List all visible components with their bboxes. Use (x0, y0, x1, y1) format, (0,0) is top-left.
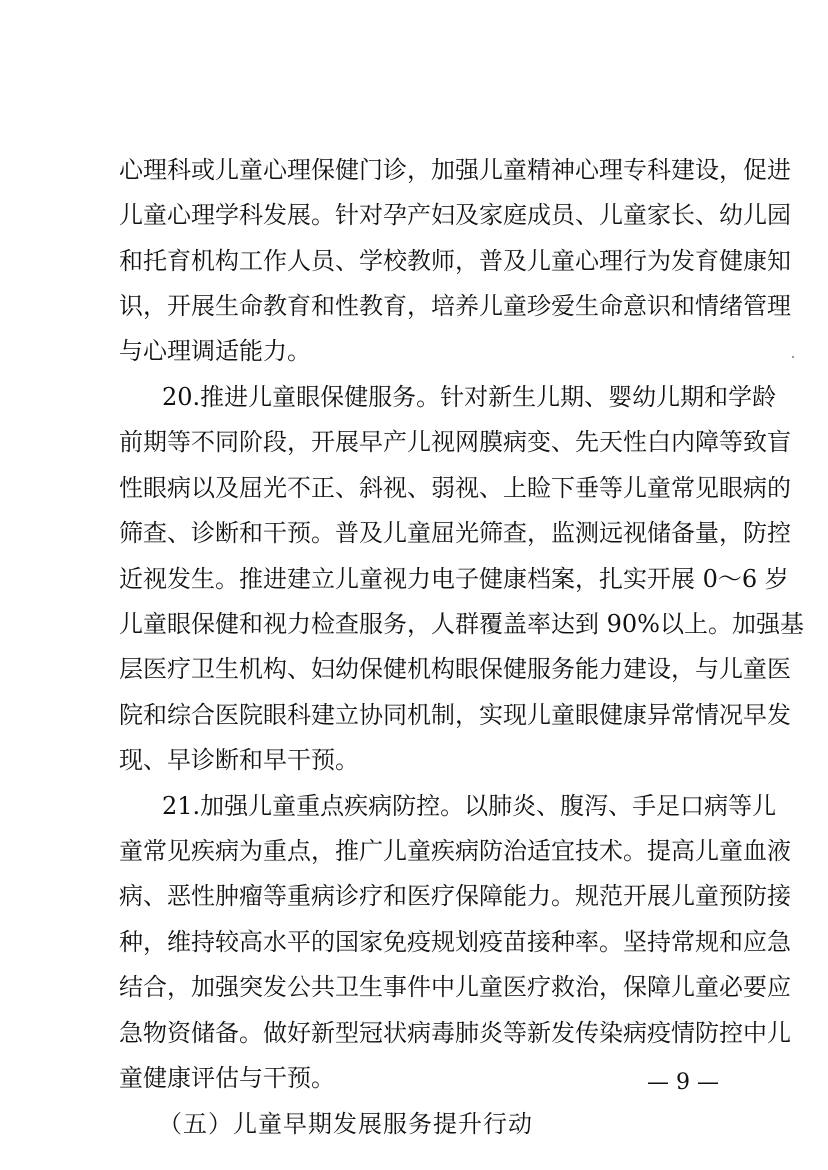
page-number: — 9 — (647, 1070, 719, 1095)
text-line: 和托育机构工作人员、学校教师，普及儿童心理行为发育健康知 (119, 247, 791, 275)
text-line: 儿童眼保健和视力检查服务，人群覆盖率达到 90%以上。加强基 (119, 610, 804, 638)
text-line: 与心理调适能力。 (119, 337, 311, 365)
scan-speck (792, 356, 794, 358)
text-line: 种，维持较高水平的国家免疫规划疫苗接种率。坚持常规和应急 (119, 928, 791, 956)
text-line: 识，开展生命教育和性教育，培养儿童珍爱生命意识和情绪管理 (119, 292, 791, 320)
text-line: 心理科或儿童心理保健门诊，加强儿童精神心理专科建设，促进 (119, 156, 791, 184)
text-line: 前期等不同阶段，开展早产儿视网膜病变、先天性白内障等致盲 (119, 428, 791, 456)
text-line: 儿童心理学科发展。针对孕产妇及家庭成员、儿童家长、幼儿园 (119, 201, 791, 229)
paragraph-21-first-line: 21.加强儿童重点疾病防控。以肺炎、腹泻、手足口病等儿 (162, 792, 777, 820)
text-line: 院和综合医院眼科建立协同机制，实现儿童眼健康异常情况早发 (119, 701, 791, 729)
text-line: 筛查、诊断和干预。普及儿童屈光筛查，监测远视储备量，防控 (119, 519, 791, 547)
text-line: 近视发生。推进建立儿童视力电子健康档案，扎实开展 0～6 岁 (119, 565, 789, 593)
text-line: 结合，加强突发公共卫生事件中儿童医疗救治，保障儿童必要应 (119, 973, 791, 1001)
text-line: 急物资储备。做好新型冠状病毒肺炎等新发传染病疫情防控中儿 (119, 1019, 791, 1047)
text-line: 性眼病以及屈光不正、斜视、弱视、上睑下垂等儿童常见眼病的 (119, 474, 791, 502)
section-heading: （五）儿童早期发展服务提升行动 (158, 1110, 533, 1138)
paragraph-20-first-line: 20.推进儿童眼保健服务。针对新生儿期、婴幼儿期和学龄 (162, 383, 777, 411)
text-line: 层医疗卫生机构、妇幼保健机构眼保健服务能力建设，与儿童医 (119, 655, 791, 683)
text-line: 童常见疾病为重点，推广儿童疾病防治适宜技术。提高儿童血液 (119, 837, 791, 865)
text-line: 病、恶性肿瘤等重病诊疗和医疗保障能力。规范开展儿童预防接 (119, 882, 791, 910)
text-line: 童健康评估与干预。 (119, 1064, 335, 1092)
text-line: 现、早诊断和早干预。 (119, 746, 359, 774)
